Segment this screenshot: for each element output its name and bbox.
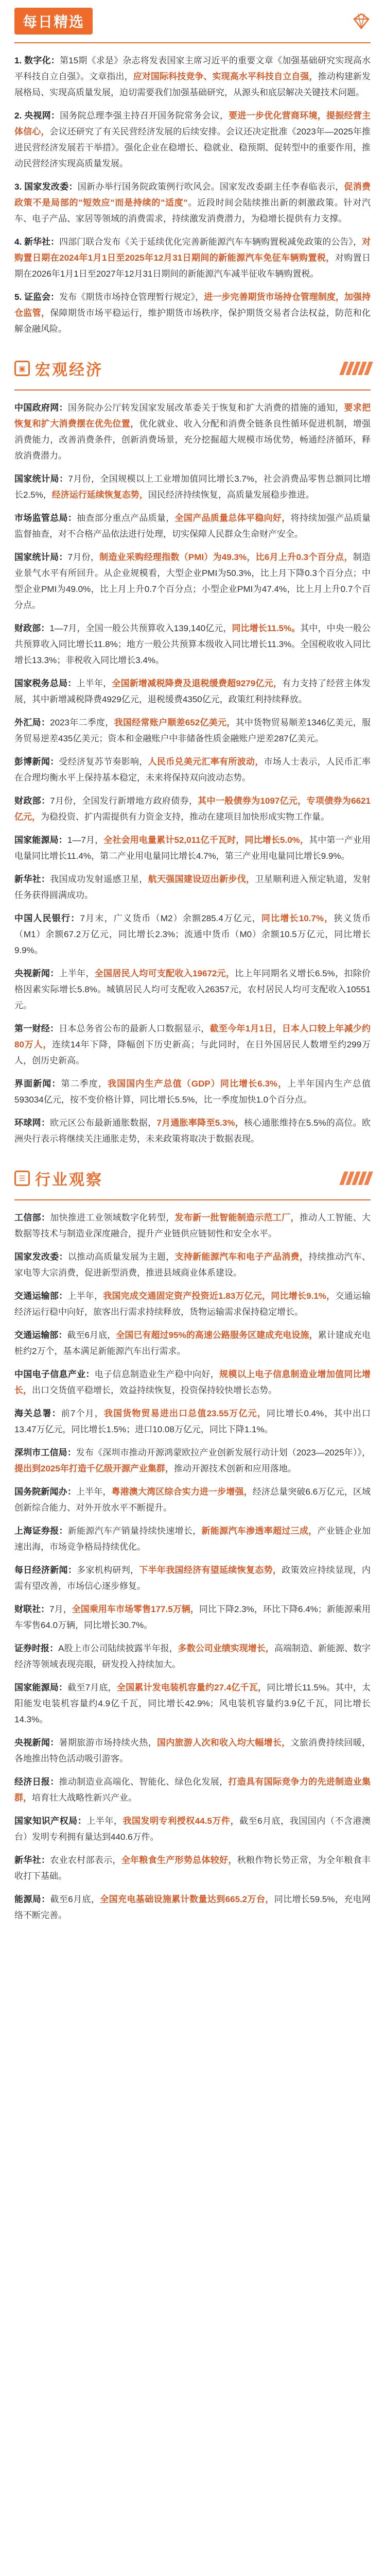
news-item: 中国政府网：国务院办公厅转发国家发展改革委关于恢复和扩大消费的措施的通知，要求把恢复和扩大消费摆在优先位置，优化就业、收入分配和消费全链条良性循环促进机制，增强消费能力，改善消费条件，创新消费场景，充分挖掘超大规模市场优势，畅通经济循环，释放消费潜力。 [14, 403, 371, 461]
news-item: 国家统计局：7月份，制造业采购经理指数（PMI）为49.3%，比6月上升0.3个百分点，制造业景气水平有所回升。从企业规模看，大型企业PMI为50.3%，比上月下降0.3个百分点；中型企业PMI为49.0%，比上月上升0.7个百分点；小型企业PMI为47.4%，比上月上升0.7个百分点。 [14, 552, 371, 610]
news-item: 第一财经：日本总务省公布的最新人口数据显示，截至今年1月1日，日本人口较上年减少约80万人，连续14年下降，降幅创下历史新高；与此同时，在日外国居民人数增至约299万人，创历史新高。 [14, 1024, 371, 1065]
news-item: 交通运输部：上半年，我国完成交通固定资产投资近1.83万亿元，同比增长9.1%，交通运输经济运行稳中向好，旅客出行需求持续释放，货物运输需求保持稳定增长。 [14, 1291, 371, 1317]
news-item: 能源局：截至6月底，全国充电基础设施累计数量达到665.2万台，同比增长59.5%，充电网络不断完善。 [14, 1894, 371, 1920]
section-header-left [14, 8, 93, 35]
item-list [14, 53, 371, 337]
news-item: 证券时报：A股上市公司陆续披露半年报，多数公司业绩实现增长，高端制造、新能源、数字经济等领域表现亮眼，研发投入持续加大。 [14, 1643, 371, 1669]
news-item: 中国电子信息产业：电子信息制造业生产稳中向好，规模以上电子信息制造业增加值同比增长，出口交货值平稳增长，效益持续恢复，投资保持较快增长态势。 [14, 1369, 371, 1395]
news-item: 经济日报：推动制造业高端化、智能化、绿色化发展，打造具有国际竞争力的先进制造业集群，培育壮大战略性新兴产业。 [14, 1777, 371, 1803]
news-item: 4. 新华社：四部门联合发布《关于延续优化完善新能源汽车车辆购置税减免政策的公告》，对购置日期在2024年1月1日至2025年12月31日期间的新能源汽车免征车辆购置税，对购置日期在2026年1月1日至2027年12月31日期间的新能源汽车减半征收车辆购置税。 [14, 237, 371, 279]
news-item: 海关总署：前7个月，我国货物贸易进出口总值23.55万亿元，同比增长0.4%，其中出口13.47万亿元，同比增长1.5%；进口10.08万亿元，同比下降1.1%。 [14, 1409, 371, 1434]
news-item: 国家统计局：7月份，全国规模以上工业增加值同比增长3.7%，社会消费品零售总额同比增长2.5%，经济运行延续恢复态势，国民经济持续恢复，高质量发展稳步推进。 [14, 474, 371, 500]
news-item: 环球网：欧元区公布最新通胀数据，7月通胀率降至5.3%，核心通胀维持在5.5%的高位。欧洲央行表示将继续关注通胀走势，未来政策将取决于数据表现。 [14, 1118, 371, 1144]
news-item: 交通运输部：截至6月底，全国已有超过95%的高速公路服务区建成充电设施，累计建成充电桩约2万个，基本满足新能源汽车出行需求。 [14, 1330, 371, 1356]
news-item: 外汇局：2023年二季度，我国经常账户顺差652亿美元，其中货物贸易顺差1346亿美元，服务贸易逆差435亿美元；资本和金融账户中非储备性质金融账户逆差287亿美元。 [14, 718, 371, 743]
news-item: 国务院新闻办：上半年，粤港澳大湾区综合实力进一步增强，经济总量突破6.6万亿元，区域创新综合能力、对外开放水平不断提升。 [14, 1487, 371, 1513]
news-item: 新华社：我国成功发射遥感卫星，航天强国建设迈出新步伐，卫星顺利进入预定轨道，发射任务获得圆满成功。 [14, 874, 371, 900]
diamond-icon [352, 12, 371, 30]
section-header [14, 0, 371, 43]
news-item: 界面新闻：第二季度，我国国内生产总值（GDP）同比增长6.3%，上半年国内生产总值593034亿元，按不变价格计算，同比增长5.5%，比一季度加快1.0个百分点。 [14, 1079, 371, 1105]
news-item: 央视新闻：上半年，全国居民人均可支配收入19672元，比上年同期名义增长6.5%，扣除价格因素实际增长5.8%。城镇居民人均可支配收入26357元，农村居民人均可支配收入10551元。 [14, 969, 371, 1010]
box-icon: ▣ [14, 361, 30, 376]
item-list [14, 400, 371, 1147]
news-item: 财联社：7月，全国乘用车市场零售177.5万辆，同比下降2.3%，环比下降6.4%；新能源乘用车零售64.0万辆，同比增长30.7%。 [14, 1604, 371, 1630]
section-title: 宏观经济 [35, 362, 103, 379]
news-item: 国家能源局：1—7月，全社会用电量累计52,011亿千瓦时，同比增长5.0%，其中第一产业用电量同比增长11.4%，第二产业用电量同比增长4.7%，第三产业用电量同比增长9.9%。 [14, 835, 371, 861]
news-item: 2. 央视网：国务院总理李强主持召开国务院常务会议，要进一步优化营商环境，提振经营主体信心，会议还研究了有关民营经济发展的后续安排。会议还决定批准《2023年—2025年推进民营经济发展若干举措》。强化企业在稳增长、稳就业、稳预期、促转型中的重要作用，推动民营经济实现高质量发展。 [14, 111, 371, 168]
news-item: 工信部：加快推进工业领域数字化转型，发布新一批智能制造示范工厂，推动人工智能、大数据等技术与制造业深度融合，提升产业链供应链韧性和安全水平。 [14, 1213, 371, 1239]
section-header-left [14, 357, 103, 380]
item-list [14, 1210, 371, 1923]
news-item: 国家税务总局：上半年，全国新增减税降费及退税缓费超9279亿元，有力支持了经营主体发展，其中新增减税降费4929亿元，退税缓费4350亿元，政策红利持续释放。 [14, 679, 371, 704]
news-item: 央视新闻：暑期旅游市场持续火热，国内旅游人次和收入均大幅增长，文旅消费持续回暖，各地推出特色活动吸引游客。 [14, 1738, 371, 1764]
news-item: 深圳市工信局：发布《深圳市推动开源鸿蒙欧拉产业创新发展行动计划（2023—2025年）》，提出到2025年打造千亿级开源产业集群，推动开源技术创新和应用落地。 [14, 1448, 371, 1473]
section-title: 行业观察 [35, 1172, 103, 1189]
section-header [14, 347, 371, 391]
section-industry [14, 1157, 371, 1923]
news-item: 市场监管总局：抽查部分重点产品质量，全国产品质量总体平稳向好，将持续加强产品质量监督抽查，对不合格产品依法进行处理，切实保障人民群众生命财产安全。 [14, 513, 371, 539]
news-item: 1. 数字化：第15期《求是》杂志将发表国家主席习近平的重要文章《加强基础研究实现高水平科技自立自强》。文章指出，应对国际科技竞争、实现高水平科技自立自强，推动构建新发展格局、实现高质量发展，迫切需要我们加强基础研究，从源头和底层解决关键技术问题。 [14, 56, 371, 97]
section-daily [14, 0, 371, 337]
news-item: 5. 证监会：发布《期货市场持仓管理暂行规定》，进一步完善期货市场持仓管理制度，加强持仓监管，保障期货市场平稳运行，维护期货市场秩序，保护期货交易者合法权益，防范和化解金融风险。 [14, 292, 371, 334]
news-item: 国家能源局：截至7月底，全国累计发电装机容量约27.4亿千瓦，同比增长11.5%。其中，太阳能发电装机容量约4.9亿千瓦，同比增长42.9%；风电装机容量约3.9亿千瓦，同比增长14.3%。 [14, 1683, 371, 1724]
news-item: 新华社：农业农村部表示，全年粮食生产形势总体较好，秋粮作物长势正常，为全年粮食丰收打下基础。 [14, 1855, 371, 1881]
news-item: 上海证券报：新能源汽车产销量持续快速增长，新能源汽车渗透率超过三成，产业链企业加速出海，市场竞争格局持续优化。 [14, 1526, 371, 1552]
news-item: 财政部：7月份，全国发行新增地方政府债券，其中一般债券为1097亿元，专项债券为6621亿元，为稳投资、扩内需提供有力资金支持，推动在建项目加快形成实物工作量。 [14, 796, 371, 822]
news-item: 财政部：1—7月，全国一般公共预算收入139,140亿元，同比增长11.5%。其中，中央一般公共预算收入同比增长11.8%；地方一般公共预算本级收入同比增长11.3%。全国税收收入同比增长13.3%；非税收入同比增长3.4%。 [14, 623, 371, 665]
document-icon: ☰ [14, 1171, 30, 1186]
news-item: 彭博新闻：受经济复苏节奏影响，人民币兑美元汇率有所波动，市场人士表示，人民币汇率在合理均衡水平上保持基本稳定，未来将保持双向波动态势。 [14, 757, 371, 783]
stripe-decoration [342, 362, 371, 375]
news-item: 中国人民银行：7月末，广义货币（M2）余额285.4万亿元，同比增长10.7%，狭义货币（M1）余额67.2万亿元，同比增长2.3%；流通中货币（M0）余额10.5万亿元，同比增长9.9%。 [14, 913, 371, 955]
news-item: 国家发改委：以推动高质量发展为主题，支持新能源汽车和电子产品消费，持续推动汽车、家电等大宗消费，促进新型消费，推进县域商业体系建设。 [14, 1252, 371, 1278]
section-header-left [14, 1167, 103, 1190]
section-header [14, 1157, 371, 1200]
news-item: 国家知识产权局：上半年，我国发明专利授权44.5万件，截至6月底，我国国内（不含港澳台）发明专利拥有量达到440.6万件。 [14, 1816, 371, 1842]
news-item: 3. 国家发改委：国新办举行国务院政策例行吹风会。国家发改委副主任李春临表示，促消费政策不是局部的"短效应"而是持续的"适度"。近段时间会陆续推出新的刺激政策。针对汽车、电子产品、家居等领域的消费需求，持续激发消费潜力，为稳增长提供有力支撑。 [14, 182, 371, 224]
news-item: 每日经济新闻：多家机构研判，下半年我国经济有望延续恢复态势，政策效应持续显现，内需有望改善，市场信心逐步修复。 [14, 1565, 371, 1591]
section-title-badge: 每日精选 [14, 8, 93, 35]
section-macro [14, 347, 371, 1147]
stripe-decoration [342, 1172, 371, 1185]
